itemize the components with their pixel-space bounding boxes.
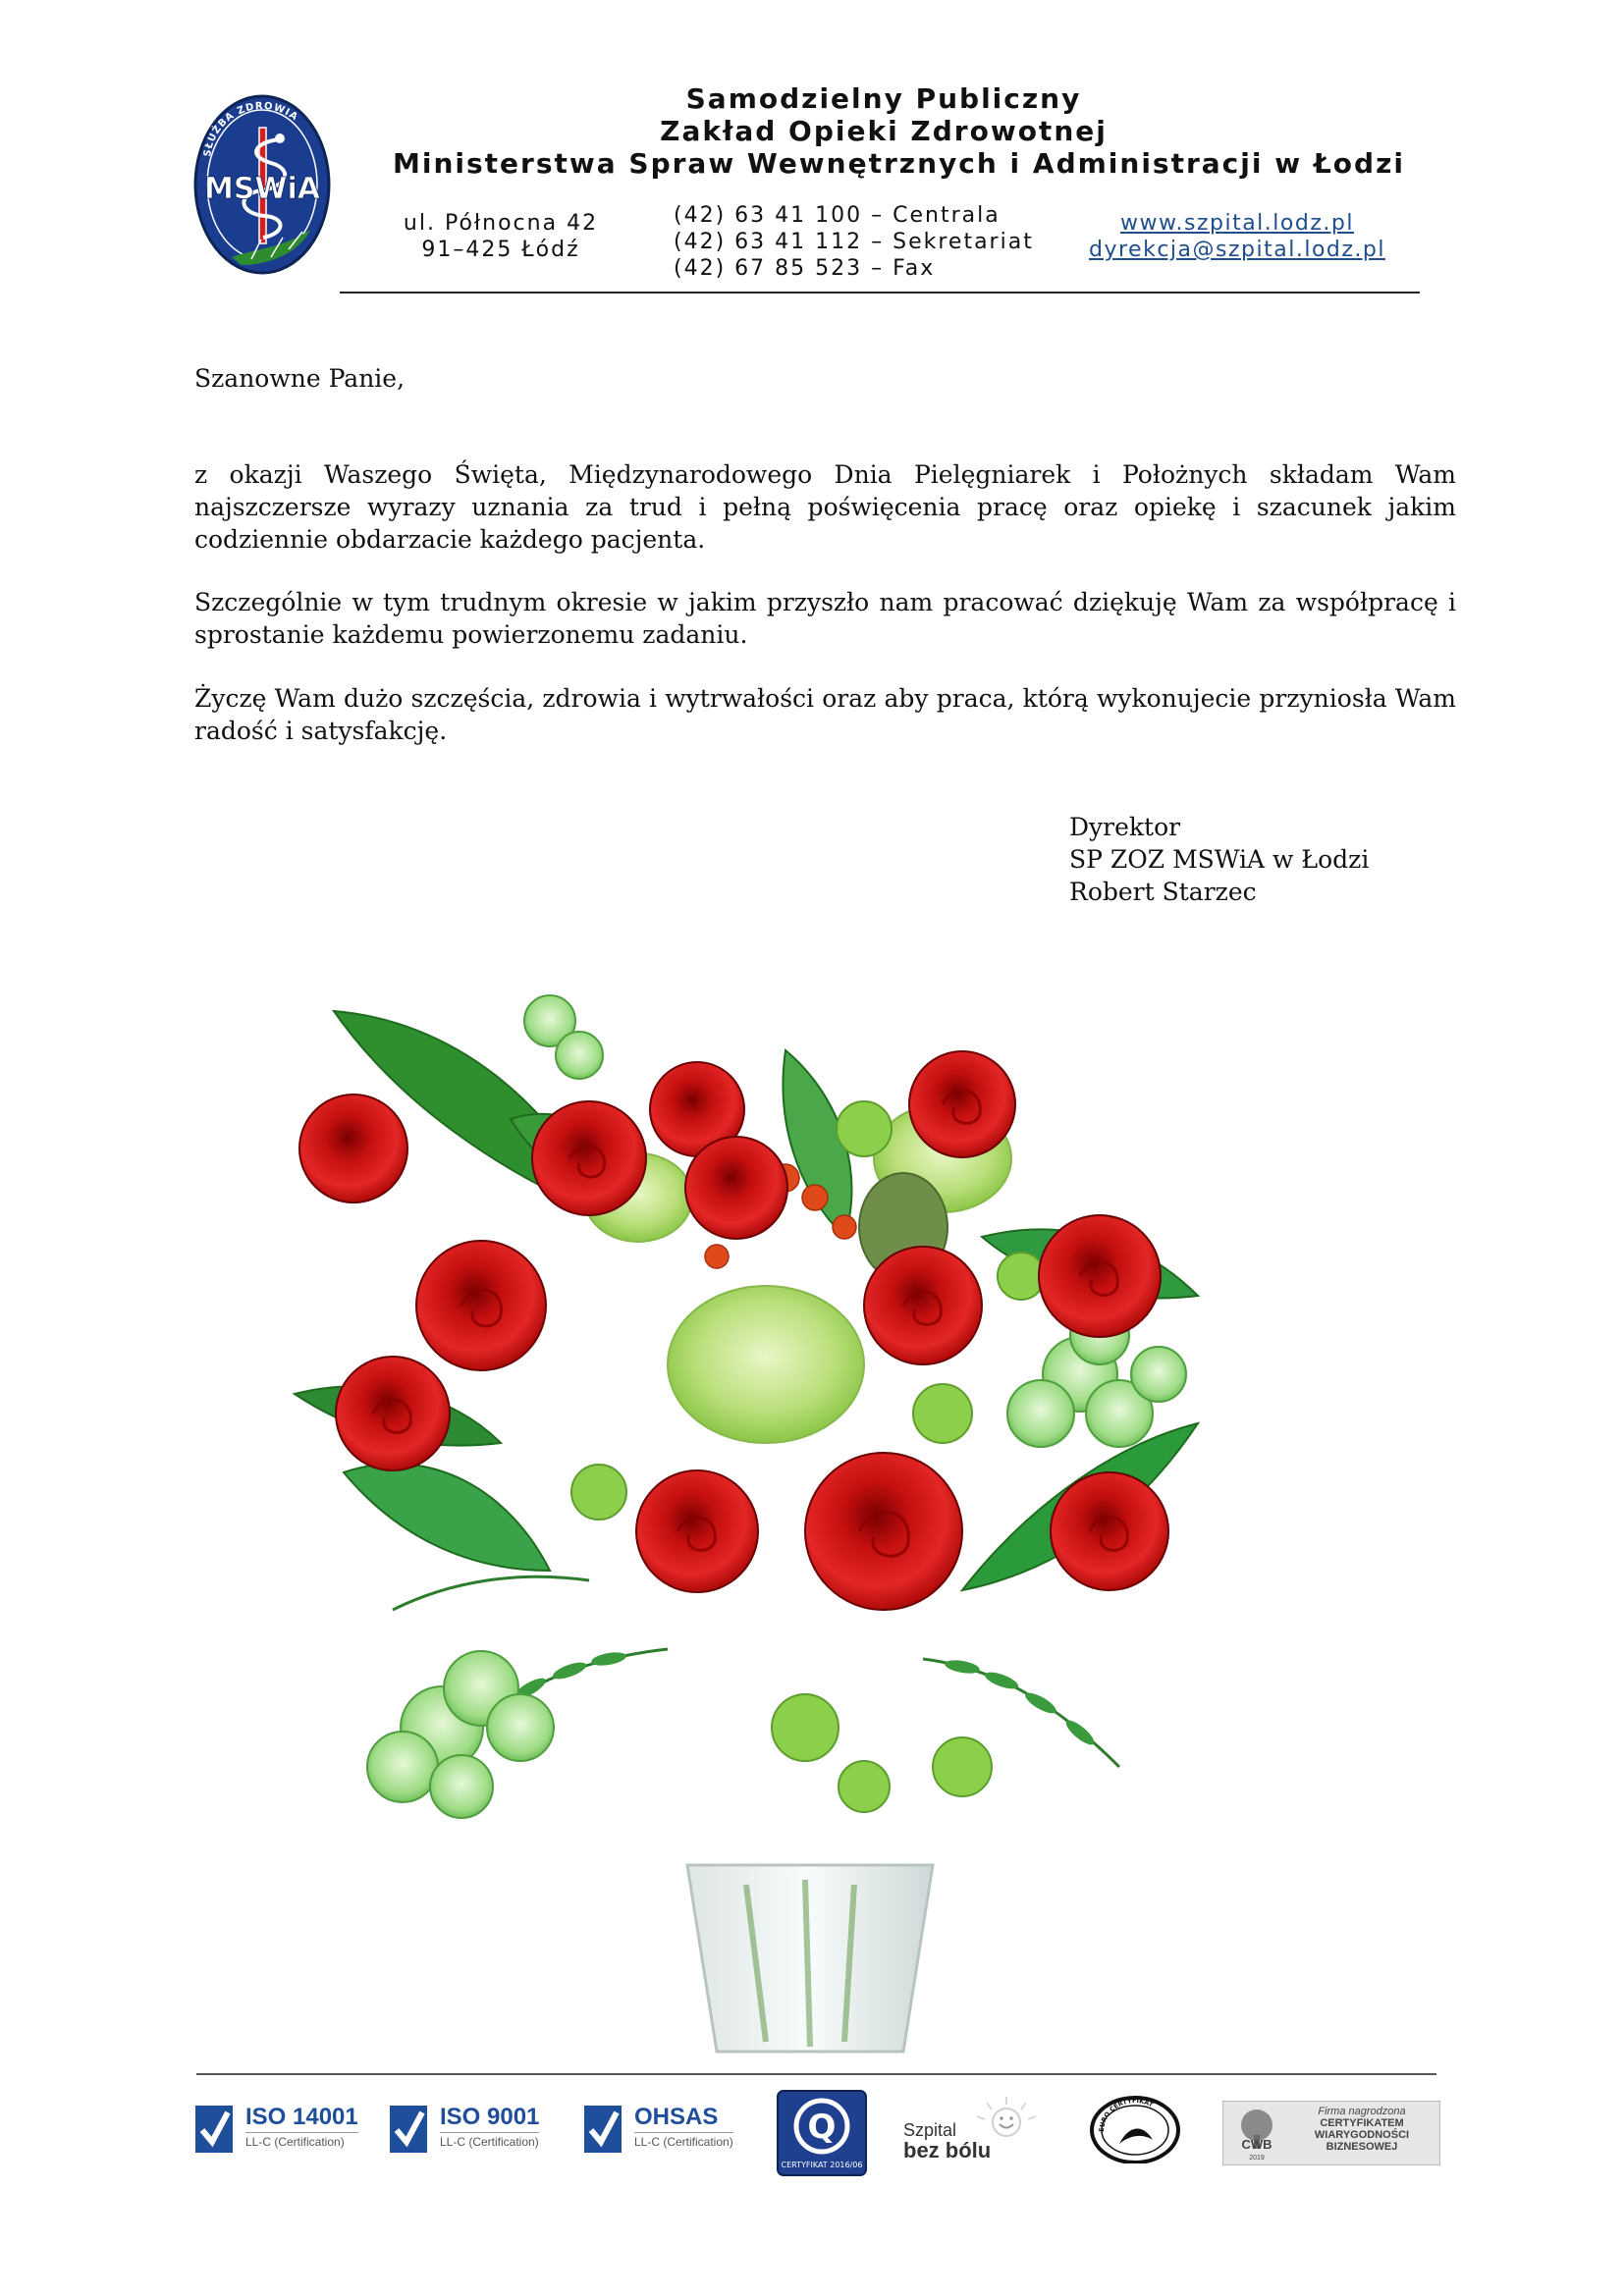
- cert-title: OHSAS: [634, 2104, 719, 2130]
- address-street: ul. Północna 42: [403, 211, 599, 236]
- quality-badge-letter: Q: [807, 2108, 837, 2147]
- cwb-line-4: BIZNESOWEJ: [1326, 2141, 1398, 2153]
- signature-institution: SP ZOZ MSWiA w Łodzi: [1069, 845, 1370, 874]
- cwb-badge-text: CWB: [1241, 2137, 1272, 2152]
- cert-iso-9001: [389, 2099, 556, 2162]
- cert-subtitle: LL-C (Certification): [634, 2132, 733, 2149]
- szpital-line-2: bez bólu: [903, 2138, 992, 2163]
- cert-iso-14001: [194, 2099, 361, 2162]
- phone-fax: (42) 67 85 523 – Fax: [674, 256, 936, 281]
- email-link[interactable]: dyrekcja@szpital.lodz.pl: [1089, 238, 1385, 262]
- checkmark-icon: [194, 2105, 234, 2154]
- institution-name-line-2: Zakład Opieki Zdrowotnej: [660, 115, 1108, 147]
- phone-sekretariat: (42) 63 41 112 – Sekretariat: [674, 230, 1034, 254]
- cwb-certificate: [1222, 2101, 1440, 2165]
- paragraph-1: z okazji Waszego Święta, Międzynarodowego Dnia Pielęgniarek i Położnych składam Wam najszczersze wyrazy uznania za trud i pełną poświęcenia pracę oraz opiekę i szacunek jakim codziennie obdarzacie każdego pacjenta.: [194, 460, 1456, 554]
- cert-subtitle: LL-C (Certification): [245, 2132, 358, 2149]
- checkmark-icon: [583, 2105, 623, 2154]
- phone-list: [674, 202, 1066, 282]
- phone-centrala: (42) 63 41 100 – Centrala: [674, 203, 1001, 228]
- signature-block: [1069, 811, 1369, 908]
- header-divider: [340, 292, 1420, 294]
- signature-name: Robert Starzec: [1069, 878, 1257, 906]
- checkmark-icon: [389, 2105, 428, 2154]
- flower-bouquet-image: [255, 982, 1355, 2061]
- paragraph-3: Życzę Wam dużo szczęścia, zdrowia i wytrwałości oraz aby praca, którą wykonujecie przyniosła Wam radość i satysfakcję.: [194, 684, 1456, 745]
- cert-ohsas: [583, 2099, 750, 2162]
- cert-subtitle: LL-C (Certification): [440, 2132, 539, 2149]
- cwb-year: 2019: [1249, 2155, 1265, 2162]
- szpital-bez-bolu-logo: [903, 2095, 1051, 2163]
- quality-certificate-badge: [776, 2089, 868, 2177]
- website-link[interactable]: www.szpital.lodz.pl: [1120, 211, 1354, 236]
- institution-name-line-1: Samodzielny Publiczny: [685, 82, 1082, 115]
- cwb-line-1: Firma nagrodzona: [1318, 2106, 1406, 2117]
- postal-address: [393, 210, 609, 263]
- logo-emblem-text: MSWiA: [203, 172, 321, 206]
- signature-title: Dyrektor: [1069, 813, 1181, 841]
- contact-links: [1070, 210, 1404, 263]
- euro-certyfikat-logo: [1090, 2095, 1180, 2163]
- logo-ring-text: SŁUŻBA ZDROWIA: [202, 100, 300, 158]
- euro-certyfikat-text: EURO CERTYFIKAT: [1097, 2096, 1155, 2133]
- institution-name-line-3: Ministerstwa Spraw Wewnętrznych i Administracji w Łodzi: [393, 147, 1405, 180]
- footer-divider: [196, 2073, 1436, 2075]
- salutation: Szanowne Panie,: [194, 364, 406, 393]
- institution-name: [393, 82, 1405, 180]
- szpital-line-1: Szpital: [903, 2120, 957, 2140]
- quality-badge-caption: CERTYFIKAT 2016/06: [781, 2161, 863, 2169]
- mswia-logo: [192, 92, 332, 277]
- paragraph-2: Szczególnie w tym trudnym okresie w jakim przyszło nam pracować dziękuję Wam za współpracę i sprostanie każdemu powierzonemu zadaniu.: [194, 588, 1456, 649]
- cert-title: ISO 14001: [245, 2104, 358, 2130]
- cert-title: ISO 9001: [440, 2104, 540, 2130]
- smiling-sun-icon: [972, 2095, 1041, 2138]
- address-city: 91–425 Łódź: [421, 238, 580, 262]
- cwb-line-2: CERTYFIKATEM: [1320, 2117, 1404, 2129]
- cwb-line-3: WIARYGODNOŚCI: [1314, 2129, 1410, 2141]
